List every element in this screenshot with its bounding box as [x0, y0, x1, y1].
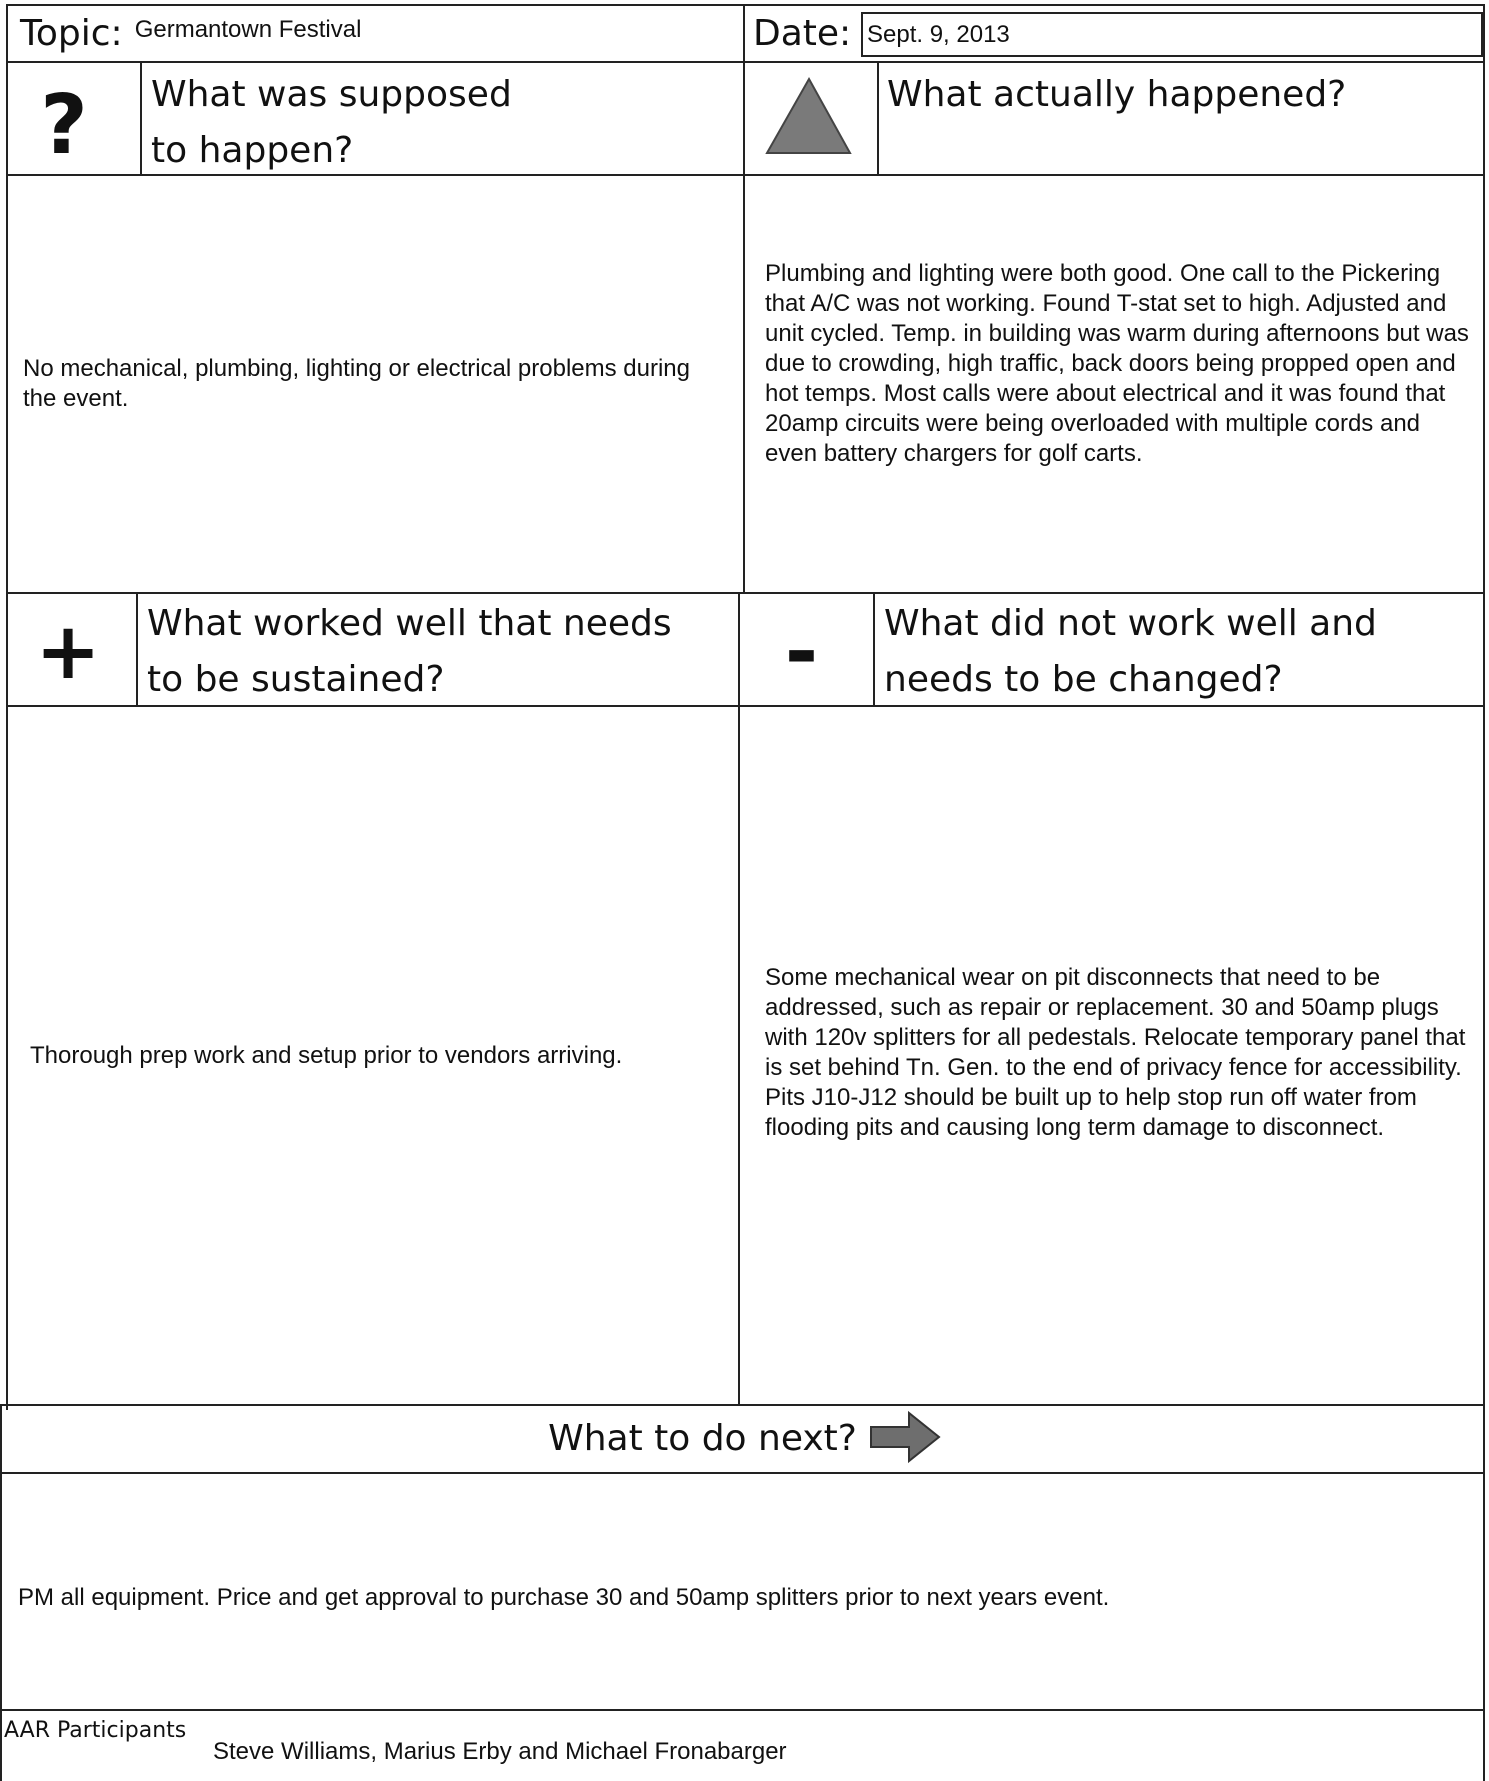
sustain-title-cell — [138, 594, 738, 705]
supposed-body-cell — [8, 176, 743, 592]
actual-body-cell — [745, 176, 1483, 592]
sustain-body-cell — [8, 707, 738, 1404]
change-body-cell — [740, 707, 1483, 1404]
next-body: PM all equipment. Price and get approval to purchase 30 and 50amp splitters prior to next years event. — [18, 1583, 1110, 1611]
date-field[interactable] — [861, 12, 1483, 57]
next-title: What to do next? — [548, 1418, 857, 1459]
topic-value: Germantown Festival — [134, 15, 362, 43]
plus-icon: + — [35, 606, 101, 697]
minus-icon: - — [784, 605, 819, 698]
next-body-cell — [2, 1474, 1483, 1709]
next-title-cell — [2, 1406, 1483, 1472]
change-title-line1: What did not work well and — [884, 603, 1377, 644]
change-title-line2: needs to be changed? — [884, 659, 1283, 700]
date-label: Date: — [753, 13, 852, 54]
actual-title: What actually happened? — [887, 74, 1347, 115]
topic-row — [8, 6, 743, 61]
participants-label — [4, 1718, 186, 1743]
change-body: Some mechanical wear on pit disconnects that need to be addressed, such as repair or replacement. 30 and 50amp plugs with 120v splitters for all pedestals. Relocate temporary panel that is set behind Tn. Gen. to the end of privacy fence for accessibility. Pits J10-J12 should be built up to help stop run off water from flooding pits and causing long term damage to disconnect. — [765, 963, 1466, 1141]
sustain-body: Thorough prep work and setup prior to vendors arriving. — [30, 1041, 623, 1069]
participants-names-text: Steve Williams, Marius Erby and Michael Fronabarger — [213, 1738, 787, 1765]
change-title-cell — [875, 594, 1483, 705]
sustain-title-line2: to be sustained? — [147, 659, 445, 700]
question-mark-icon: ? — [40, 78, 88, 173]
supposed-body: No mechanical, plumbing, lighting or electrical problems during the event. — [23, 355, 690, 412]
date-value: Sept. 9, 2013 — [867, 20, 1010, 48]
triangle-icon — [745, 63, 877, 174]
triangle-icon-cell — [745, 63, 877, 174]
supposed-title-line1: What was supposed — [151, 74, 512, 115]
participants-names — [213, 1737, 787, 1767]
supposed-title-cell — [142, 63, 743, 174]
actual-body: Plumbing and lighting were both good. One call to the Pickering that A/C was not working. Found T-stat set to high. Adjusted and unit cycled. Temp. in building was warm during afternoons but was due to crowding, high traffic, back doors being propped open and hot temps. Most calls were about electrical and it was found that 20amp circuits were being overloaded with multiple cords and even battery chargers for golf carts. — [765, 260, 1469, 467]
minus-icon-cell — [740, 594, 873, 705]
participants-label-text: AAR Participants — [4, 1718, 187, 1743]
sustain-title-line1: What worked well that needs — [147, 603, 672, 644]
supposed-title-line2: to happen? — [151, 130, 354, 171]
arrow-right-icon — [867, 1409, 943, 1465]
actual-title-cell — [879, 63, 1483, 174]
plus-icon-cell — [8, 594, 136, 705]
question-icon-cell — [8, 63, 140, 174]
topic-label: Topic: — [20, 13, 123, 54]
